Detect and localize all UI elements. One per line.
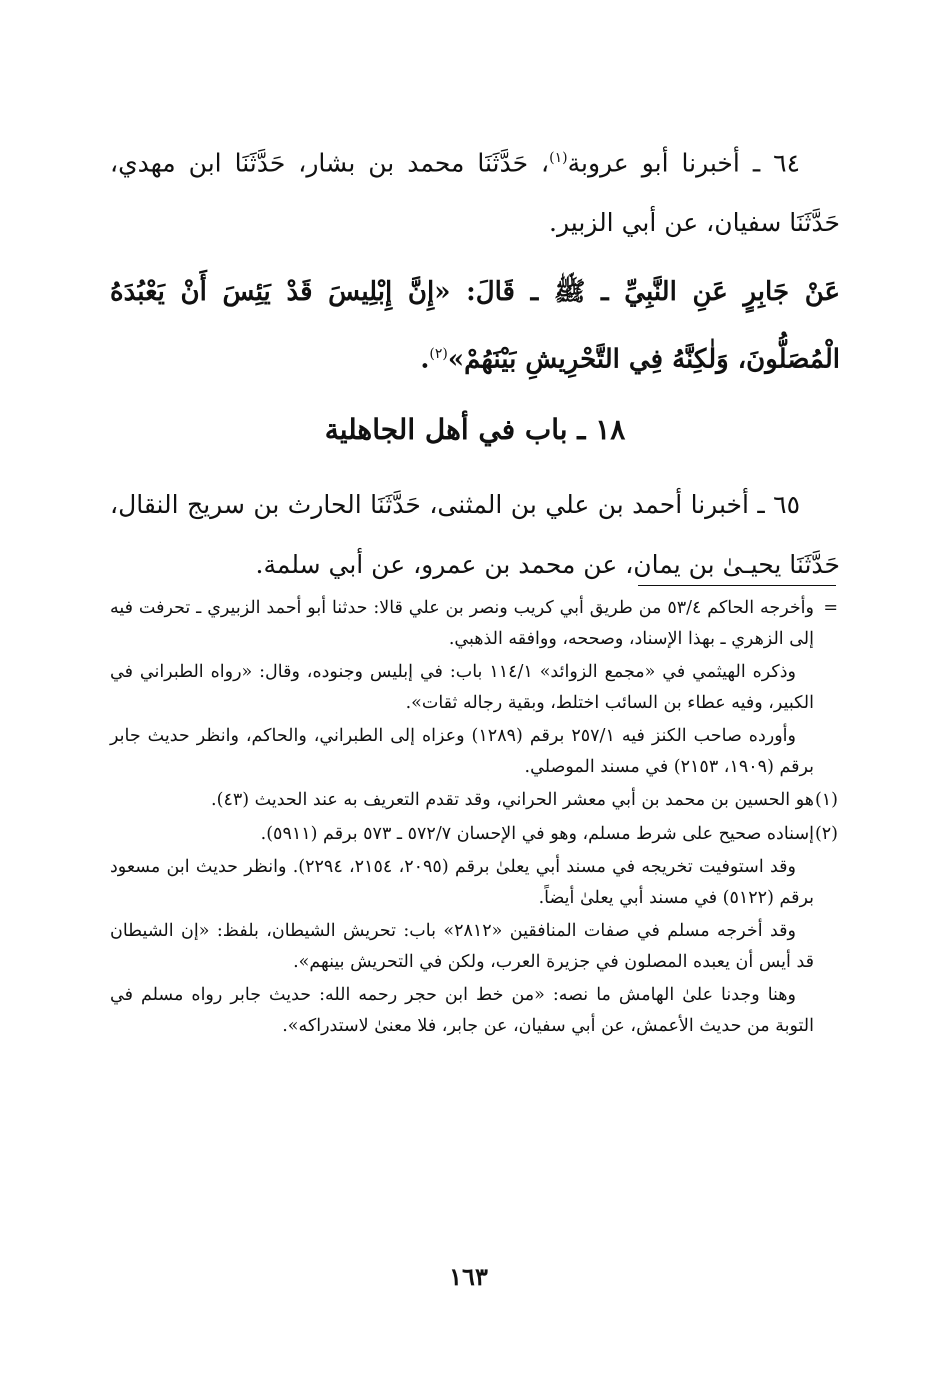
continuation-text-1: وأخرجه الحاكم ٥٣/٤ من طريق أبي كريب ونصر بن علي قالا: حدثنا أبو أحمد الزبيري ـ تحرفت فيه إلى الزهري ـ بهذا الإسناد، وصححه، ووافقه الذهبي. <box>110 598 814 649</box>
page-number: ١٦٣ <box>449 1262 488 1291</box>
main-text-block <box>110 128 840 603</box>
footnote-continuation <box>110 593 838 654</box>
footnote-2-sub-2: وقد أخرجه مسلم في صفات المنافقين «٢٨١٢» باب: تحريش الشيطان، بلفظ: «إن الشيطان قد أيس أن يعبده المصلون في جزيرة العرب، ولكن في التحريش بينهم». <box>110 921 814 972</box>
chapter-title: ١٨ ـ باب في أهل الجاهلية <box>324 412 626 446</box>
footnote-1 <box>110 785 838 816</box>
footnote-2-sub-1: وقد استوفيت تخريجه في مسند أبي يعلىٰ برقم (٢٠٩٥، ٢١٥٤، ٢٢٩٤). وانظر حديث ابن مسعود برقم (٥١٢٢) في مسند أبي يعلىٰ أيضاً. <box>110 857 814 908</box>
continuation-text-3: وأورده صاحب الكنز فيه ٢٥٧/١ برقم (١٢٨٩) وعزاه إلى الطبراني، والحاكم، وانظر حديث جابر برقم (١٩٠٩، ٢١٥٣) في مسند الموصلي. <box>110 726 814 777</box>
footnote-ref-2[interactable]: (٢) <box>429 346 448 363</box>
continuation-text-2: وذكره الهيثمي في «مجمع الزوائد» ١١٤/١ باب: في إبليس وجنوده، وقال: «رواه الطبراني في الكبير، وفيه عطاء بن السائب اختلط، وبقية رجاله ثقات». <box>110 662 814 713</box>
hadith-65-isnad: ٦٥ ـ أخبرنا أحمد بن علي بن المثنى، حَدَّثَنَا الحارث بن سريج النقال، حَدَّثَنَا يحيـىٰ بن يمان، عن محمد بن عمرو، عن أبي سلمة. <box>110 489 840 579</box>
footnote-divider <box>638 585 836 586</box>
footnote-ref-1[interactable]: (١) <box>549 150 568 166</box>
footnote-2-mark: (٢) <box>814 823 838 844</box>
hadith-64-isnad <box>110 128 840 253</box>
footnotes-section <box>110 593 838 1044</box>
footnote-1-text: هو الحسين بن محمد بن أبي معشر الحراني، وقد تقدم التعريف به عند الحديث (٤٣). <box>211 790 814 810</box>
footnote-2 <box>110 819 838 850</box>
hadith-64-matn <box>110 261 840 391</box>
continuation-mark: = <box>823 598 838 618</box>
hadith-64-matn-text: عَنْ جَابِرٍ عَنِ النَّبِيِّ ـ ﷺ ـ قَالَ: «إِنَّ إِبْلِيسَ قَدْ يَئِسَ أَنْ يَعْبُدَهُ الْمُصَلُّونَ، وَلٰكِنَّهُ فِي التَّحْرِيشِ بَيْنَهُمْ» <box>110 277 840 375</box>
hadith-64-end: . <box>420 344 430 375</box>
hadith-64-isnad-rest: ، حَدَّثَنَا محمد بن بشار، حَدَّثَنَا ابن مهدي، حَدَّثَنَا سفيان، عن أبي الزبير. <box>110 148 840 238</box>
hadith-64-isnad-start: ٦٤ ـ أخبرنا أبو عروبة <box>567 148 800 178</box>
footnote-2-sub-3: وهنا وجدنا علىٰ الهامش ما نصه: «من خط ابن حجر رحمه الله: حديث جابر رواه مسلم في التوبة من حديث الأعمش، عن أبي سفيان، عن جابر، فلا معنىٰ لاستدراكه». <box>110 985 814 1036</box>
footnote-2-text: إسناده صحيح على شرط مسلم، وهو في الإحسان ٥٧٢/٧ ـ ٥٧٣ برقم (٥٩١١). <box>260 823 814 844</box>
footnote-1-mark: (١) <box>814 790 838 810</box>
